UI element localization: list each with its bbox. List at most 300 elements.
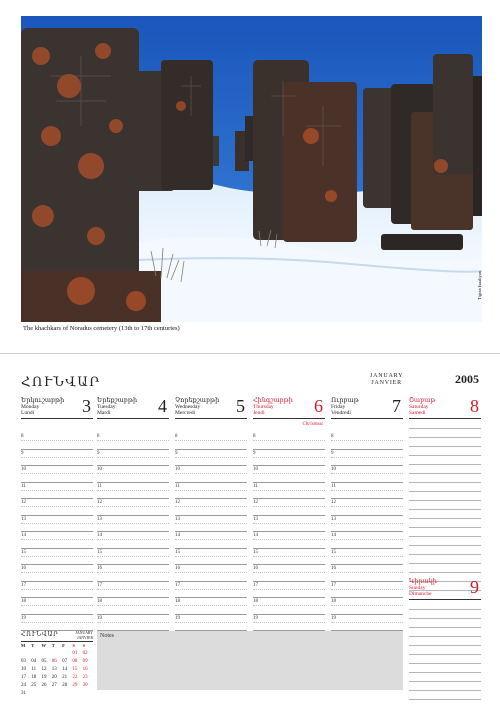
hour-label: 11 [21,483,26,489]
hour-row[interactable] [253,582,325,599]
note-line[interactable] [409,420,481,429]
hour-lines[interactable] [253,433,325,631]
day-name-armenian: Հինգշաբթի [253,397,293,404]
month-title-latin [370,373,403,387]
mini-calendar-date: 13 [51,667,57,672]
hour-label: 17 [97,582,102,588]
day-name-armenian: Ուրբաթ [331,397,359,404]
hour-row[interactable] [21,615,93,632]
half-hour-line [175,589,247,590]
hour-lines[interactable] [97,433,169,631]
mini-calendar-date [42,690,52,698]
hour-row[interactable] [253,615,325,632]
mini-calendar-date: 16 [82,667,88,672]
hour-row[interactable] [175,450,247,467]
day-header [253,397,325,419]
hour-label: 8 [331,434,334,439]
day-name-armenian: Երեքշաբթի [97,397,138,404]
hour-row[interactable] [331,549,403,566]
saturday-note-lines[interactable] [409,420,481,591]
month-title-armenian: ՀՈՒՆՎԱՐ [21,374,101,389]
hour-label: 9 [97,450,100,456]
day-number: 6 [314,396,323,416]
mini-calendar-date: 06 [51,659,57,664]
mini-calendar-date: 02 [82,651,88,656]
day-number: 3 [82,396,91,416]
mini-calendar-day-header: T [51,643,55,648]
day-header [331,397,403,419]
hour-label: 10 [21,467,26,472]
hour-label: 16 [21,566,26,571]
note-line[interactable] [409,655,481,664]
half-hour-line [97,440,169,441]
half-hour-line [331,440,403,441]
mini-calendar-week [21,666,93,674]
hour-row[interactable] [331,450,403,467]
mini-calendar-date: 28 [62,683,68,688]
day-name-english: Tuesday [97,404,116,410]
note-line[interactable] [409,474,481,483]
day-name-english: Thursday [253,404,274,410]
hour-row[interactable] [175,532,247,549]
half-hour-line [21,539,93,540]
note-line[interactable] [409,447,481,456]
day-number: 4 [158,396,167,416]
half-hour-line [253,605,325,606]
hour-row[interactable] [175,565,247,582]
hour-row[interactable] [21,466,93,483]
note-line[interactable] [409,528,481,537]
hour-label: 10 [331,467,336,472]
note-line[interactable] [409,438,481,447]
hour-row[interactable] [97,615,169,632]
day-header [175,397,247,419]
day-header [409,397,481,419]
year: 2005 [455,372,479,386]
half-hour-line [97,506,169,507]
half-hour-line [331,473,403,474]
note-line[interactable] [409,492,481,501]
note-line[interactable] [409,682,481,691]
mini-calendar-day-header: S [72,643,75,648]
hour-row[interactable] [97,565,169,582]
day-name-english: Monday [21,404,40,410]
mini-calendar-week [21,674,93,682]
hour-row[interactable] [21,598,93,615]
mini-calendar-date [31,650,41,658]
hour-label: 10 [175,467,180,472]
note-line[interactable] [409,519,481,528]
day-name-french: Mardi [97,410,111,416]
note-line[interactable] [409,601,481,610]
note-line[interactable] [409,546,481,555]
hour-row[interactable] [331,615,403,632]
day-name-english: Friday [331,404,346,410]
mini-calendar-date: 18 [31,675,37,680]
hour-label: 12 [21,500,26,505]
hour-label: 13 [21,516,26,522]
half-hour-line [21,622,93,623]
hour-label: 12 [175,500,180,505]
hour-row[interactable] [331,582,403,599]
hour-label: 18 [331,599,336,604]
day-number: 9 [470,577,479,597]
hour-row[interactable] [175,483,247,500]
hour-row[interactable] [97,483,169,500]
half-hour-line [97,622,169,623]
mini-calendar-date: 05 [41,659,47,664]
hour-label: 14 [331,533,336,538]
hour-row[interactable] [331,532,403,549]
hour-lines[interactable] [331,433,403,631]
half-hour-line [253,473,325,474]
day-name-armenian: Երկուշաբթի [21,397,65,404]
day-number: 8 [470,396,479,416]
note-line[interactable] [409,637,481,646]
half-hour-line [21,440,93,441]
mini-calendar-date: 17 [21,675,26,680]
day-column-tuesday [97,396,169,621]
hour-label: 15 [331,549,336,555]
mini-calendar-date: 21 [62,675,68,680]
hour-label: 14 [175,533,180,538]
note-line[interactable] [409,628,481,637]
half-hour-line [253,589,325,590]
note-line[interactable] [409,510,481,519]
day-name-french: Lundi [21,410,35,416]
half-hour-line [21,523,93,524]
day-header [97,397,169,419]
half-hour-line [97,556,169,557]
hour-row[interactable] [21,582,93,599]
hour-label: 9 [175,450,178,456]
hour-label: 16 [253,566,258,571]
hour-row[interactable] [253,433,325,450]
half-hour-line [175,605,247,606]
half-hour-line [21,457,93,458]
half-hour-line [21,556,93,557]
hour-row[interactable] [175,433,247,450]
mini-calendar-latin [75,631,93,640]
hour-label: 15 [175,549,180,555]
day-column-sunday [409,578,481,600]
hour-label: 10 [253,467,258,472]
hour-label: 11 [253,483,258,489]
mini-calendar-date: 11 [31,667,37,672]
mini-calendar-date [72,690,82,698]
mini-calendar-date [21,650,31,658]
notes-area[interactable] [97,631,403,690]
half-hour-line [253,556,325,557]
hour-label: 16 [331,566,336,571]
mini-calendar-date [62,690,72,698]
hour-row[interactable] [97,598,169,615]
note-line[interactable] [409,564,481,573]
hour-label: 16 [175,566,180,571]
notes-label: Notes [100,633,114,639]
half-hour-line [21,572,93,573]
hour-row[interactable] [253,466,325,483]
mini-calendar-date: 24 [21,683,26,688]
half-hour-line [21,490,93,491]
sunday-note-lines[interactable] [409,601,481,700]
mini-calendar-week [21,650,93,658]
note-line[interactable] [409,456,481,465]
mini-calendar-date: 12 [41,667,47,672]
half-hour-line [253,457,325,458]
hour-label: 14 [253,533,258,538]
mini-calendar-date: 03 [21,659,26,664]
khachkar-photo [21,16,482,322]
hour-label: 9 [331,450,334,456]
half-hour-line [175,539,247,540]
half-hour-line [175,473,247,474]
hour-label: 9 [21,450,24,456]
mini-calendar-date: 14 [62,667,68,672]
mini-calendar-date: 10 [21,667,26,672]
mini-calendar-date: 26 [41,683,47,688]
mini-calendar-week [21,690,93,698]
half-hour-line [21,605,93,606]
half-hour-line [331,589,403,590]
note-line[interactable] [409,691,481,700]
note-line[interactable] [409,610,481,619]
day-column-friday [331,396,403,621]
hour-label: 8 [97,434,100,439]
hour-label: 18 [253,599,258,604]
hour-label: 19 [253,615,258,621]
mini-calendar-date: 22 [72,675,78,680]
note-line[interactable] [409,537,481,546]
hour-row[interactable] [331,516,403,533]
hour-row[interactable] [331,483,403,500]
day-column-saturday [409,397,481,419]
hour-row[interactable] [331,433,403,450]
half-hour-line [97,490,169,491]
mini-calendar-day-header: F [62,643,65,648]
half-hour-line [331,605,403,606]
hour-row[interactable] [175,499,247,516]
hour-row[interactable] [253,450,325,467]
half-hour-line [97,539,169,540]
half-hour-line [97,605,169,606]
hour-label: 12 [331,500,336,505]
hour-label: 11 [331,483,336,489]
hour-lines[interactable] [21,433,93,631]
note-line[interactable] [409,646,481,655]
hour-row[interactable] [175,516,247,533]
day-column-wednesday [175,396,247,621]
hour-label: 17 [21,582,26,588]
half-hour-line [175,506,247,507]
mini-calendar-date: 09 [82,659,88,664]
hour-row[interactable] [253,499,325,516]
day-name-armenian: Չորեքշաբթի [175,397,220,404]
mini-calendar-day-header: T [31,643,35,648]
hour-row[interactable] [97,516,169,533]
day-name-french: Dimanche [409,591,432,597]
half-hour-line [331,539,403,540]
hour-label: 12 [97,500,102,505]
hour-row[interactable] [331,598,403,615]
note-line[interactable] [409,673,481,682]
hour-row[interactable] [21,499,93,516]
hour-row[interactable] [97,582,169,599]
day-number: 5 [236,396,245,416]
hour-label: 17 [331,582,336,588]
half-hour-line [331,506,403,507]
hour-row[interactable] [97,450,169,467]
hour-label: 19 [21,615,26,621]
mini-calendar-date [42,650,52,658]
half-hour-line [97,589,169,590]
mini-calendar-header-row [21,642,93,650]
half-hour-line [175,440,247,441]
hour-row[interactable] [331,499,403,516]
photo-caption: The khachkars of Noradus cemetery (13th to 17th centuries) [23,325,180,332]
mini-calendar-french: JANVIER [77,635,93,640]
hour-label: 18 [175,599,180,604]
mini-calendar-date [52,690,62,698]
note-line[interactable] [409,429,481,438]
mini-calendar-date: 27 [51,683,57,688]
day-header [21,397,93,419]
day-name-french: Jeudi [253,410,265,416]
mini-calendar-day-header: M [21,643,26,648]
note-line[interactable] [409,465,481,474]
half-hour-line [253,490,325,491]
half-hour-line [175,556,247,557]
hour-label: 8 [175,434,178,439]
mini-calendar-date: 30 [82,683,88,688]
day-header [409,578,481,600]
mini-calendar-title: ՀՈՒՆՎԱՐ [21,632,59,638]
half-hour-line [253,572,325,573]
hour-row[interactable] [253,532,325,549]
hour-row[interactable] [331,466,403,483]
half-hour-line [175,490,247,491]
hour-lines[interactable] [175,433,247,631]
hour-row[interactable] [21,450,93,467]
mini-calendar-day-header: S [82,643,86,648]
day-name-french: Mercredi [175,410,196,416]
hour-label: 8 [253,434,256,439]
note-line[interactable] [409,664,481,673]
hour-label: 13 [253,516,258,522]
page-divider [0,353,500,354]
hour-row[interactable] [175,549,247,566]
hour-row[interactable] [253,483,325,500]
mini-calendar-date: 31 [21,691,26,696]
hour-label: 13 [97,516,102,522]
day-number: 7 [392,396,401,416]
hour-row[interactable] [21,549,93,566]
mini-calendar-date: 15 [72,667,78,672]
holiday-note: Christmas [302,422,323,427]
hour-row[interactable] [97,532,169,549]
half-hour-line [331,622,403,623]
mini-calendar-date: 20 [51,675,57,680]
photo-illustration [21,16,482,322]
hour-row[interactable] [97,433,169,450]
photo-credit: Tigran Isaakyan [477,271,482,300]
day-name-armenian: Շաբաթ [409,397,436,404]
hour-label: 19 [97,615,102,621]
hour-row[interactable] [253,516,325,533]
half-hour-line [175,523,247,524]
mini-calendar-week [21,682,93,690]
half-hour-line [175,457,247,458]
month-title-english: JANUARY [370,373,404,379]
hour-label: 9 [253,450,256,456]
hour-row[interactable] [21,565,93,582]
hour-row[interactable] [253,565,325,582]
half-hour-line [175,622,247,623]
day-name-english: Saturday [409,404,429,410]
hour-row[interactable] [97,499,169,516]
half-hour-line [97,473,169,474]
mini-calendar-date: 07 [62,659,68,664]
mini-calendar-date [62,650,72,658]
hour-label: 19 [331,615,336,621]
hour-row[interactable] [21,532,93,549]
hour-row[interactable] [175,466,247,483]
hour-label: 19 [175,615,180,621]
hour-label: 13 [331,516,336,522]
note-line[interactable] [409,619,481,628]
half-hour-line [97,523,169,524]
hour-row[interactable] [175,582,247,599]
half-hour-line [253,523,325,524]
note-line[interactable] [409,501,481,510]
mini-calendar-date [83,690,93,698]
half-hour-line [21,589,93,590]
half-hour-line [97,457,169,458]
hour-label: 11 [175,483,180,489]
half-hour-line [97,572,169,573]
hour-row[interactable] [97,549,169,566]
hour-label: 12 [253,500,258,505]
hour-row[interactable] [331,565,403,582]
hour-row[interactable] [175,598,247,615]
half-hour-line [21,473,93,474]
hour-label: 11 [97,483,102,489]
mini-calendar-english: JANUARY [75,631,93,635]
hour-row[interactable] [21,483,93,500]
hour-row[interactable] [253,549,325,566]
half-hour-line [253,506,325,507]
half-hour-line [253,622,325,623]
hour-row[interactable] [175,615,247,632]
mini-calendar-day-header: W [41,643,47,648]
note-line[interactable] [409,555,481,564]
half-hour-line [175,572,247,573]
day-name-english: Sunday [409,585,426,591]
half-hour-line [331,490,403,491]
note-line[interactable] [409,483,481,492]
mini-calendar-date [31,690,41,698]
mini-calendar-date: 08 [72,659,78,664]
hour-row[interactable] [97,466,169,483]
mini-calendar-date: 23 [82,675,88,680]
mini-calendar-date: 19 [41,675,47,680]
hour-label: 14 [21,533,26,538]
hour-row[interactable] [21,433,93,450]
hour-row[interactable] [253,598,325,615]
hour-row[interactable] [21,516,93,533]
day-name-armenian: Կիրակի [409,578,437,585]
hour-label: 17 [175,582,180,588]
